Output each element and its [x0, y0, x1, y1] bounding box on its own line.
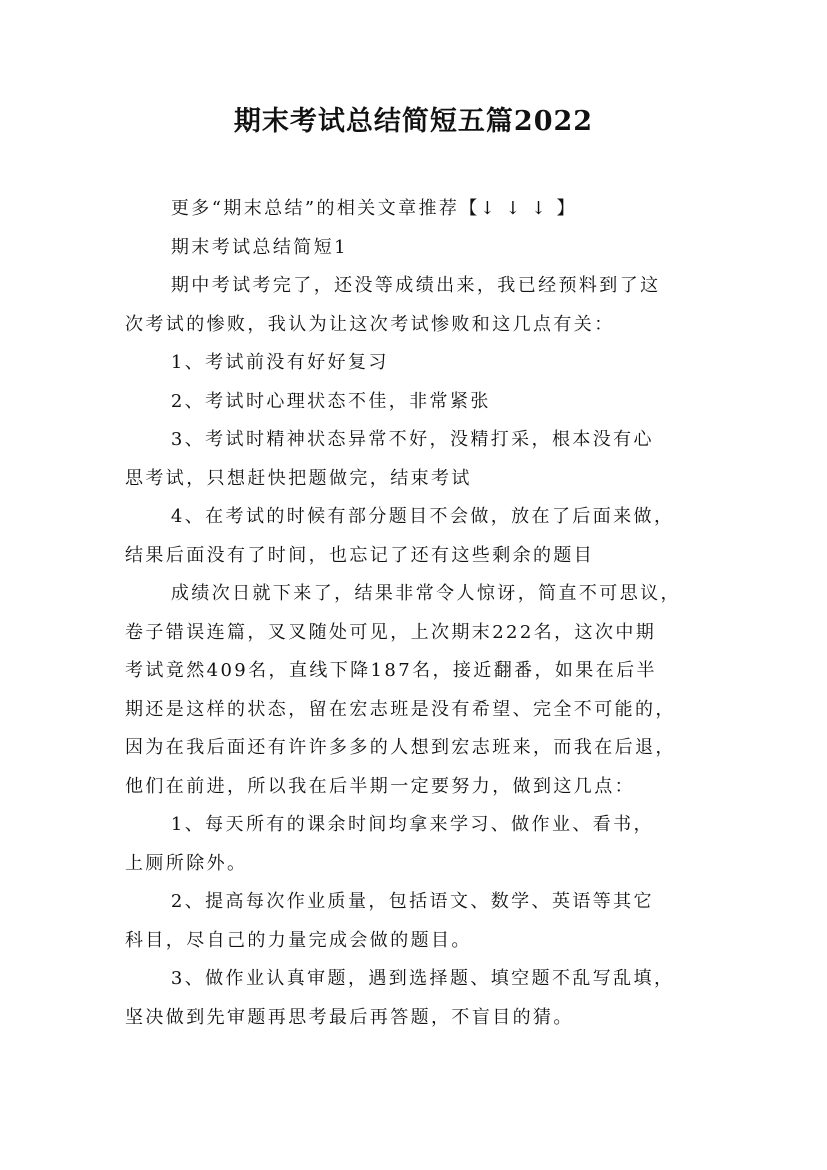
paragraph-line: 卷子错误连篇，叉叉随处可见，上次期末222名，这次中期 [125, 621, 657, 643]
document-body [125, 190, 705, 1037]
paragraph-line: 期还是这样的状态，留在宏志班是没有希望、完全不可能的， [125, 698, 676, 720]
paragraph-line: 1、考试前没有好好复习 [170, 352, 389, 373]
paragraph-line: 考试竟然409名，直线下降187名，接近翻番，如果在后半 [125, 660, 657, 681]
recommend-line[interactable]: 更多“期末总结”的相关文章推荐【↓ ↓ ↓ 】 [170, 198, 577, 219]
paragraph-line: 成绩次日就下来了，结果非常令人惊讶，简直不可思议， [170, 583, 681, 604]
document-title: 期末考试总结简短五篇2022 [233, 106, 594, 137]
paragraph-line: 他们在前进，所以我在后半期一定要努力，做到这几点： [125, 775, 635, 797]
paragraph-line: 次考试的惨败，我认为让这次考试惨败和这几点有关： [125, 313, 615, 335]
paragraph-line: 思考试，只想赶快把题做完，结束考试 [125, 467, 472, 489]
paragraph-line: 1、每天所有的课余时间均拿来学习、做作业、看书， [170, 814, 654, 835]
paragraph-line: 3、考试时精神状态异常不好，没精打采，根本没有心 [170, 429, 654, 450]
section-heading: 期末考试总结简短1 [170, 236, 348, 258]
paragraph-line: 坚决做到先审题再思考最后再答题，不盲目的猜。 [125, 1006, 574, 1028]
paragraph-line: 期中考试考完了，还没等成绩出来，我已经预料到了这 [170, 275, 661, 296]
paragraph-line: 科目，尽自己的力量完成会做的题目。 [125, 929, 472, 951]
paragraph-line: 2、考试时心理状态不佳，非常紧张 [170, 390, 491, 412]
paragraph-line: 4、在考试的时候有部分题目不会做，放在了后面来做， [170, 506, 675, 527]
paragraph-line: 2、提高每次作业质量，包括语文、数学、英语等其它 [170, 891, 654, 912]
paragraph-line: 结果后面没有了时间，也忘记了还有这些剩余的题目 [125, 544, 595, 566]
paragraph-line: 3、做作业认真审题，遇到选择题、填空题不乱写乱填， [170, 968, 675, 989]
paragraph-line: 因为在我后面还有许许多多的人想到宏志班来，而我在后退， [125, 737, 676, 758]
paragraph-line: 上厕所除外。 [125, 852, 248, 874]
